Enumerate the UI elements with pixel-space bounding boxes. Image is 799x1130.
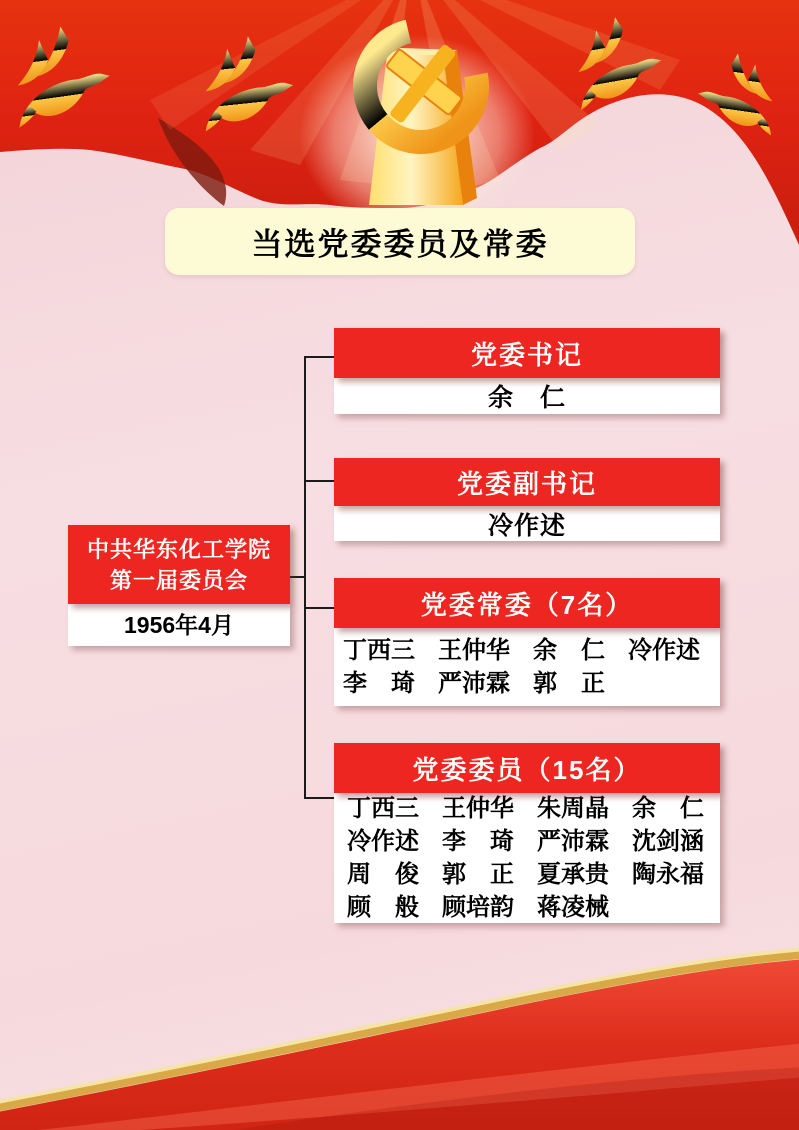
member-name: 蒋凌械 <box>537 894 609 921</box>
branch-header <box>334 328 720 378</box>
member-name: 王仲华 <box>442 795 514 822</box>
member-name: 丁西三 <box>343 637 415 664</box>
member-name: 夏承贵 <box>537 861 609 888</box>
title-box <box>165 208 635 275</box>
member-name: 余 仁 <box>533 637 605 664</box>
member-name: 余 仁 <box>487 384 566 412</box>
member-name: 朱周晶 <box>537 795 609 822</box>
member-name: 严沛霖 <box>438 670 510 697</box>
root-box-line1: 中共华东化工学院 <box>86 537 271 562</box>
branch-box-deputy-secretary <box>334 458 720 541</box>
root-box-line2: 第一届委员会 <box>109 568 248 593</box>
branch-header <box>334 743 720 793</box>
branch-box-standing-committee <box>334 578 720 706</box>
connector-stub-4 <box>304 797 335 799</box>
member-name: 郭 正 <box>442 861 514 888</box>
connector-root-stub <box>289 576 305 578</box>
root-box-date: 1956年4月 <box>68 604 290 646</box>
footer-wave <box>0 925 799 1130</box>
branch-title: 党委委员（15名） <box>412 754 642 785</box>
branch-body <box>334 378 720 414</box>
member-name: 陶永福 <box>632 861 704 888</box>
member-name: 冷作述 <box>347 828 419 855</box>
branch-box-secretary <box>334 328 720 414</box>
branch-title: 党委书记 <box>470 339 583 370</box>
member-name: 周 俊 <box>347 861 419 888</box>
connector-stub-3 <box>304 607 335 609</box>
branch-body <box>334 628 720 706</box>
root-box <box>68 525 290 646</box>
member-name: 郭 正 <box>533 670 605 697</box>
branch-title: 党委副书记 <box>456 468 597 499</box>
member-name: 李 琦 <box>442 828 514 855</box>
connector-stub-1 <box>304 356 335 358</box>
member-name: 李 琦 <box>343 670 415 697</box>
root-box-header <box>68 525 290 604</box>
member-name: 严沛霖 <box>537 828 609 855</box>
branch-header <box>334 578 720 628</box>
branch-body <box>334 793 720 923</box>
connector-stub-2 <box>304 480 335 482</box>
branch-header <box>334 458 720 506</box>
member-name: 冷作述 <box>487 511 566 540</box>
member-name: 余 仁 <box>632 795 704 822</box>
member-name: 冷作述 <box>628 637 700 664</box>
member-name: 顾 般 <box>347 894 419 921</box>
member-name: 王仲华 <box>438 637 510 664</box>
member-name: 沈剑涵 <box>632 828 704 855</box>
branch-box-committee-members <box>334 743 720 923</box>
branch-body <box>334 506 720 541</box>
branch-title: 党委常委（7名） <box>420 589 634 620</box>
member-name: 顾培韵 <box>442 894 514 921</box>
member-name: 丁西三 <box>347 795 419 822</box>
page-title: 当选党委委员及常委 <box>251 227 549 262</box>
